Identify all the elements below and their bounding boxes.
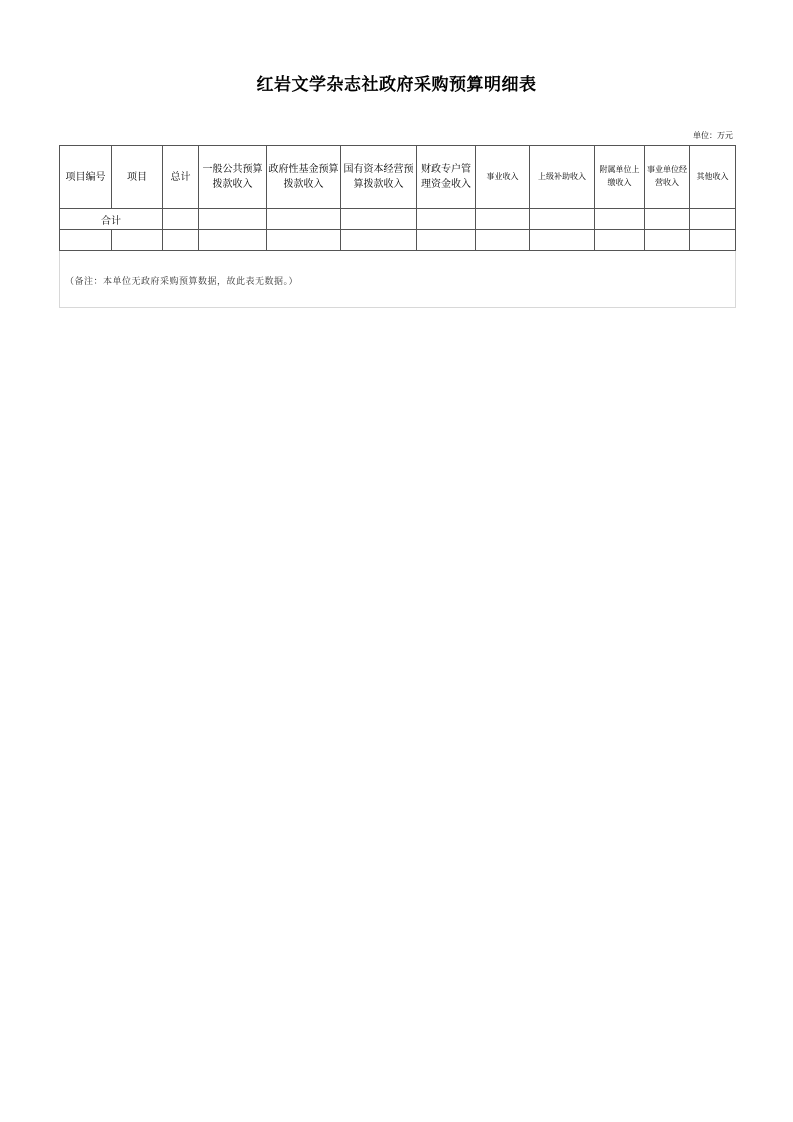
table-cell (690, 209, 736, 230)
col-other-income: 其他收入 (690, 146, 736, 209)
table-row (60, 230, 736, 251)
note-box (59, 251, 736, 308)
table-cell (267, 230, 341, 251)
procurement-budget-table (59, 145, 736, 251)
col-fund-budget: 政府性基金预算拨款收入 (267, 146, 341, 209)
col-business-income: 事业收入 (476, 146, 530, 209)
table-cell (341, 209, 417, 230)
col-operating-income: 事业单位经营收入 (645, 146, 690, 209)
table-cell (690, 230, 736, 251)
col-affiliated-remit: 附属单位上缴收入 (595, 146, 645, 209)
table-cell (417, 230, 476, 251)
col-total: 总计 (163, 146, 199, 209)
total-label: 合计 (60, 209, 163, 230)
unit-label: 单位：万元 (693, 131, 733, 140)
page-title: 红岩文学杂志社政府采购预算明细表 (256, 75, 537, 95)
col-project-id: 项目编号 (60, 146, 112, 209)
table-cell (341, 230, 417, 251)
table-cell (476, 230, 530, 251)
table-cell (199, 230, 267, 251)
table-cell (112, 230, 163, 251)
table-cell (163, 230, 199, 251)
table-cell (267, 209, 341, 230)
total-row (60, 209, 736, 230)
table-cell (163, 209, 199, 230)
table-cell (199, 209, 267, 230)
table-cell (645, 230, 690, 251)
table-cell (530, 230, 595, 251)
table-cell (530, 209, 595, 230)
col-state-capital-budget: 国有资本经营预算拨款收入 (341, 146, 417, 209)
note-text: （备注：本单位无政府采购预算数据，故此表无数据。） (65, 277, 299, 287)
table-cell (476, 209, 530, 230)
table-cell (595, 230, 645, 251)
col-general-budget: 一般公共预算拨款收入 (199, 146, 267, 209)
table-cell (595, 209, 645, 230)
col-superior-subsidy: 上级补助收入 (530, 146, 595, 209)
header-row (60, 146, 736, 209)
col-fiscal-account: 财政专户管理资金收入 (417, 146, 476, 209)
table-cell (645, 209, 690, 230)
col-project: 项目 (112, 146, 163, 209)
table-cell (417, 209, 476, 230)
table-cell (60, 230, 112, 251)
